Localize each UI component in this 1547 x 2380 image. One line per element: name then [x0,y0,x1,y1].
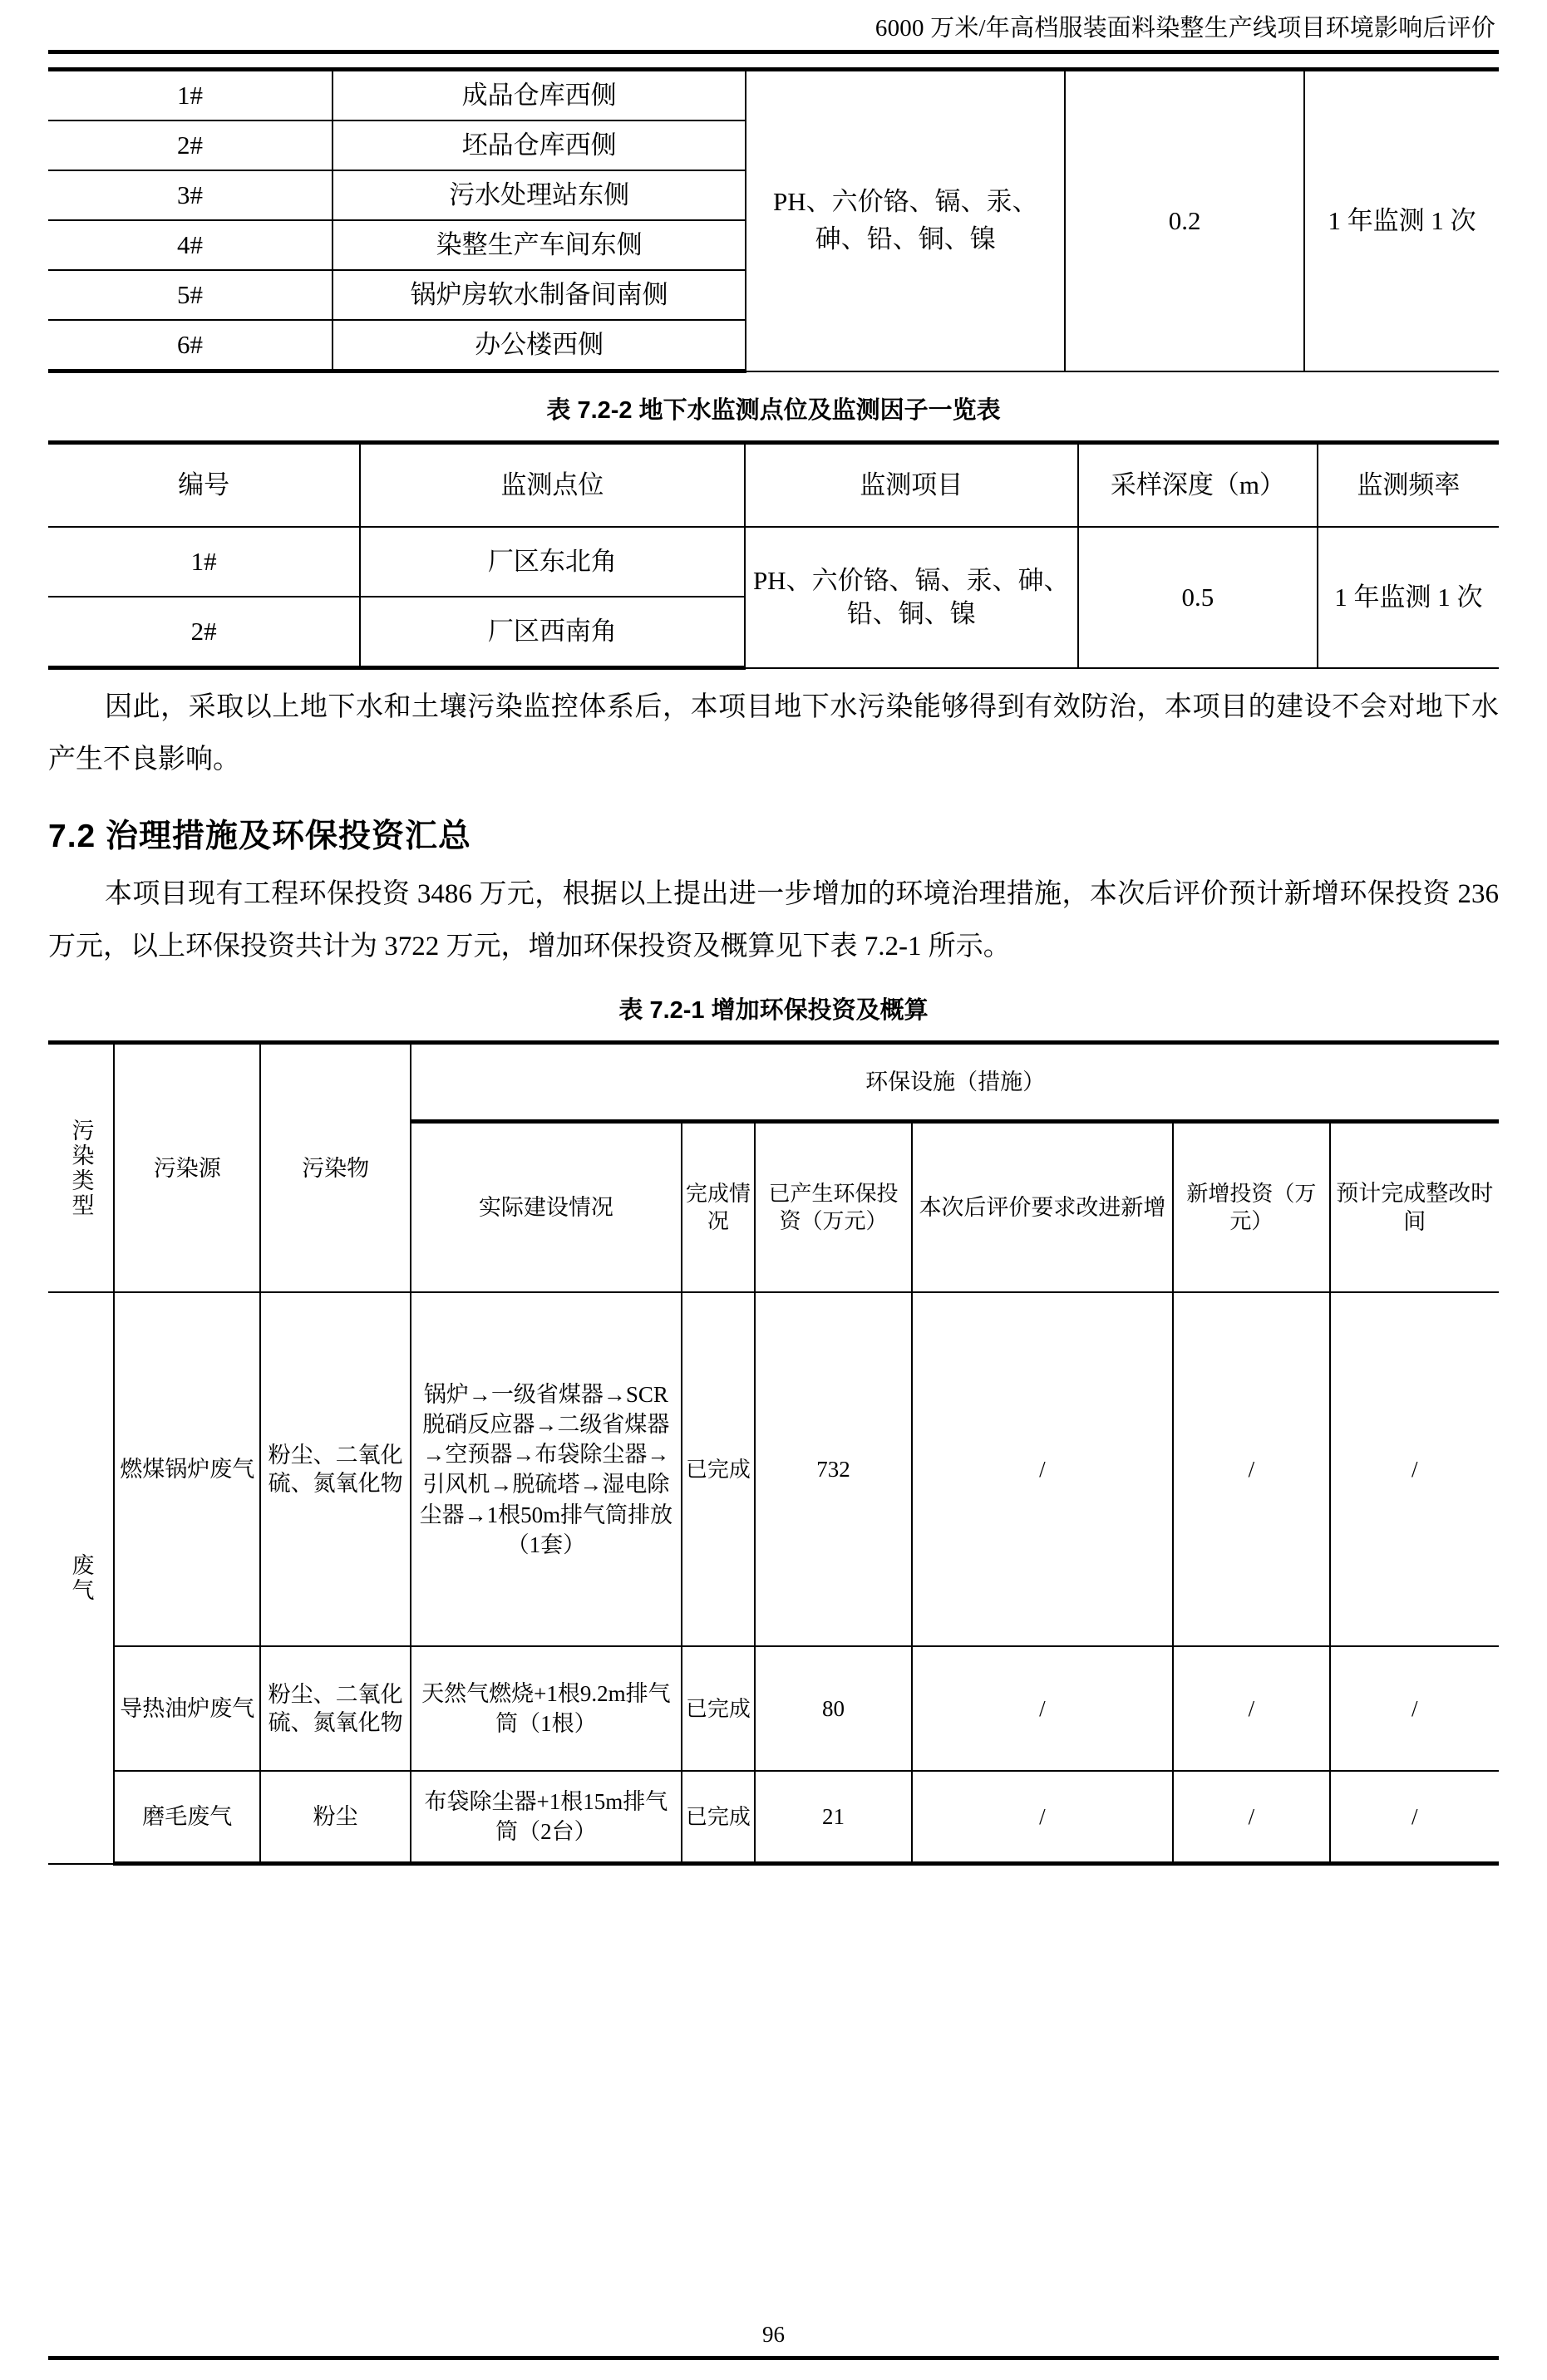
cell-completion-status: 已完成 [682,1646,756,1771]
cell-existing-investment: 80 [755,1646,912,1771]
soil-monitoring-table [48,67,1499,373]
col-header-expected-deadline: 预计完成整改时间 [1330,1122,1499,1293]
page-footer [48,2322,1499,2360]
table-header-row-group [48,1043,1499,1122]
cell-actual-construction: 天然气燃烧+1根9.2m排气筒（1根） [411,1646,681,1771]
col-header-required-improvement: 本次后评价要求改进新增 [912,1122,1173,1293]
cell-pollutant: 粉尘 [260,1771,411,1864]
col-header-point: 监测点位 [360,443,744,528]
cell-pollution-type: 废气 [48,1292,114,1864]
cell-pollutant: 粉尘、二氧化硫、氮氧化物 [260,1292,411,1646]
table-row [48,70,1499,121]
cell-source: 磨毛废气 [114,1771,260,1864]
cell-no: 2# [48,120,333,170]
investment-summary-table [48,1040,1499,1866]
col-header-source: 污染源 [114,1043,260,1293]
cell-no: 1# [48,70,333,121]
cell-no: 2# [48,597,360,668]
footer-divider [48,2356,1499,2360]
col-header-frequency: 监测频率 [1318,443,1499,528]
cell-expected-deadline: / [1330,1292,1499,1646]
page-header-title: 6000 万米/年高档服装面料染整生产线项目环境影响后评价 [874,15,1495,42]
cell-required-improvement: / [912,1771,1173,1864]
col-header-no: 编号 [48,443,360,528]
cell-actual-construction: 布袋除尘器+1根15m排气筒（2台） [411,1771,681,1864]
table-row [48,1646,1499,1771]
cell-expected-deadline: / [1330,1646,1499,1771]
header-divider [48,50,1499,54]
cell-source: 燃煤锅炉废气 [114,1292,260,1646]
table-row [48,1771,1499,1864]
cell-pollutant: 粉尘、二氧化硫、氮氧化物 [260,1646,411,1771]
cell-point: 成品仓库西侧 [333,70,746,121]
page-header [48,0,1499,43]
cell-completion-status: 已完成 [682,1771,756,1864]
cell-existing-investment: 732 [755,1292,912,1646]
table-caption-721: 表 7.2-1 增加环保投资及概算 [618,997,929,1025]
cell-no: 5# [48,270,333,320]
cell-point: 坯品仓库西侧 [333,120,746,170]
cell-point: 染整生产车间东侧 [333,220,746,270]
paragraph-investment: 本项目现有工程环保投资 3486 万元，根据以上提出进一步增加的环境治理措施，本次后评价预计新增环保投资 236 万元，以上环保投资共计为 3722 万元，增加环保投资及概算见下表 7.2-1 所示。 [48,878,1499,962]
cell-point: 污水处理站东侧 [333,170,746,220]
col-header-facility-group: 环保设施（措施） [411,1043,1499,1122]
cell-point: 厂区东北角 [360,527,744,597]
cell-new-investment: / [1173,1771,1330,1864]
table-header-row [48,443,1499,528]
cell-items: PH、六价铬、镉、汞、砷、铅、铜、镍 [746,70,1065,371]
col-header-completion-status: 完成情况 [682,1122,756,1293]
cell-point: 锅炉房软水制备间南侧 [333,270,746,320]
cell-existing-investment: 21 [755,1771,912,1864]
cell-completion-status: 已完成 [682,1292,756,1646]
cell-no: 6# [48,320,333,371]
cell-point: 厂区西南角 [360,597,744,668]
cell-actual-construction: 锅炉→一级省煤器→SCR脱硝反应器→二级省煤器→空预器→布袋除尘器→引风机→脱硫塔→湿电除尘器→1根50m排气筒排放（1套） [411,1292,681,1646]
cell-no: 1# [48,527,360,597]
cell-point: 办公楼西侧 [333,320,746,371]
table-caption-722: 表 7.2-2 地下水监测点位及监测因子一览表 [546,397,1001,424]
groundwater-monitoring-table [48,440,1499,670]
col-header-actual-construction: 实际建设情况 [411,1122,681,1293]
col-header-items: 监测项目 [745,443,1078,528]
cell-frequency: 1 年监测 1 次 [1318,527,1499,668]
cell-no: 4# [48,220,333,270]
cell-depth: 0.5 [1078,527,1318,668]
cell-source: 导热油炉废气 [114,1646,260,1771]
section-heading-72: 7.2 治理措施及环保投资汇总 [48,818,472,854]
cell-new-investment: / [1173,1646,1330,1771]
cell-required-improvement: / [912,1292,1173,1646]
table-row [48,527,1499,597]
page-number: 96 [762,2322,785,2347]
cell-depth: 0.2 [1065,70,1304,371]
cell-items: PH、六价铬、镉、汞、砷、铅、铜、镍 [745,527,1078,668]
cell-no: 3# [48,170,333,220]
col-header-new-investment: 新增投资（万元） [1173,1122,1330,1293]
col-header-pollution-type: 污染类型 [48,1043,114,1293]
table-row [48,1292,1499,1646]
cell-frequency: 1 年监测 1 次 [1304,70,1499,371]
col-header-pollutant: 污染物 [260,1043,411,1293]
cell-required-improvement: / [912,1646,1173,1771]
cell-expected-deadline: / [1330,1771,1499,1864]
cell-new-investment: / [1173,1292,1330,1646]
col-header-depth: 采样深度（m） [1078,443,1318,528]
col-header-existing-investment: 已产生环保投资（万元） [755,1122,912,1293]
paragraph-conclusion: 因此，采取以上地下水和土壤污染监控体系后，本项目地下水污染能够得到有效防治，本项目的建设不会对地下水产生不良影响。 [48,692,1499,775]
